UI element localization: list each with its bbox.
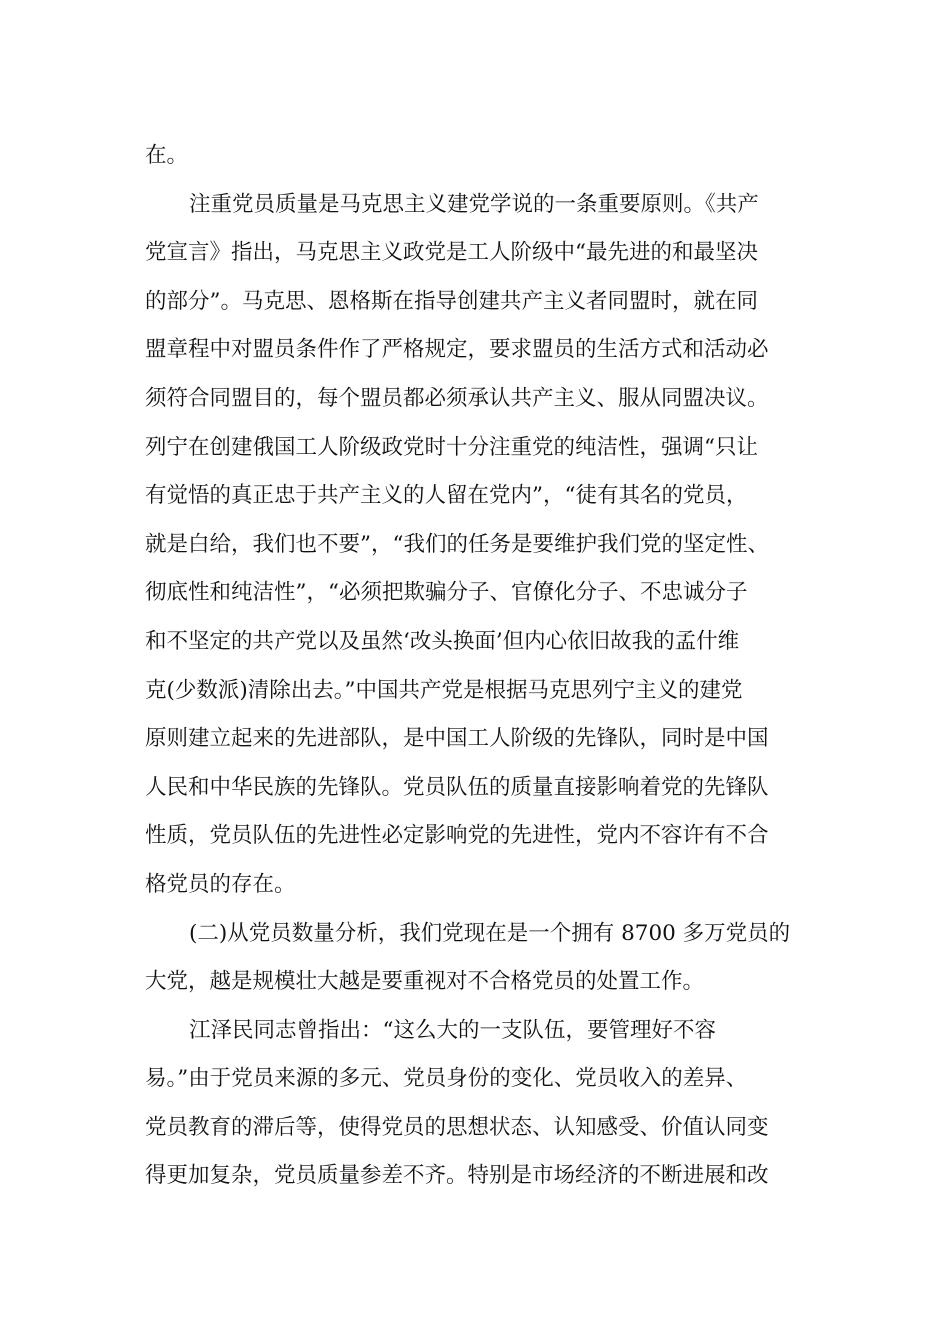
text-line: 大党，越是规模壮大越是要重视对不合格党员的处置工作。 [145,969,705,995]
paragraph-start-line: 江泽民同志曾指出：“这么大的一支队伍，要管理好不容 [189,1017,716,1043]
text-line: 就是白给，我们也不要”，“我们的任务是要维护我们党的坚定性、 [145,531,769,557]
text-line: 人民和中华民族的先锋队。党员队伍的质量直接影响着党的先锋队 [145,774,769,800]
text-line: 党员教育的滞后等，使得党员的思想状态、认知感受、价值认同变 [145,1114,769,1140]
text-line: 和不坚定的共产党以及虽然‘改头换面’但内心依旧故我的孟什维 [145,628,740,654]
text-line: 列宁在创建俄国工人阶级政党时十分注重党的纯洁性，强调“只让 [145,434,758,460]
text-line: 原则建立起来的先进部队，是中国工人阶级的先锋队，同时是中国 [145,726,769,752]
text-line: 的部分”。马克思、恩格斯在指导创建共产主义者同盟时，就在同 [145,288,758,314]
text-line: 得更加复杂，党员质量参差不齐。特别是市场经济的不断进展和改 [145,1163,769,1189]
text-line: 盟章程中对盟员条件作了严格规定，要求盟员的生活方式和活动必 [145,337,769,363]
text-line: 党宣言》指出，马克思主义政党是工人阶级中“最先进的和最坚决 [145,240,758,266]
text-line: 须符合同盟目的，每个盟员都必须承认共产主义、服从同盟决议。 [145,385,769,411]
text-line: 易。”由于党员来源的多元、党员身份的变化、党员收入的差异、 [145,1066,748,1092]
section-heading-line: (二)从党员数量分析，我们党现在是一个拥有 8700 多万党员的 [189,920,791,946]
text-line: 彻底性和纯洁性”，“必须把欺骗分子、官僚化分子、不忠诚分子 [145,580,748,606]
paragraph-start-line: 注重党员质量是马克思主义建党学说的一条重要原则。《共产 [189,191,759,217]
text-line: 格党员的存在。 [145,871,296,897]
text-line: 有觉悟的真正忠于共产主义的人留在党内”，“徒有其名的党员， [145,483,748,509]
text-line: 克(少数派)清除出去。”中国共产党是根据马克思列宁主义的建党 [145,677,743,703]
text-line: 性质，党员队伍的先进性必定影响党的先进性，党内不容许有不合 [145,823,769,849]
body-text [145,132,865,1201]
text-line: 在。 [145,143,189,168]
